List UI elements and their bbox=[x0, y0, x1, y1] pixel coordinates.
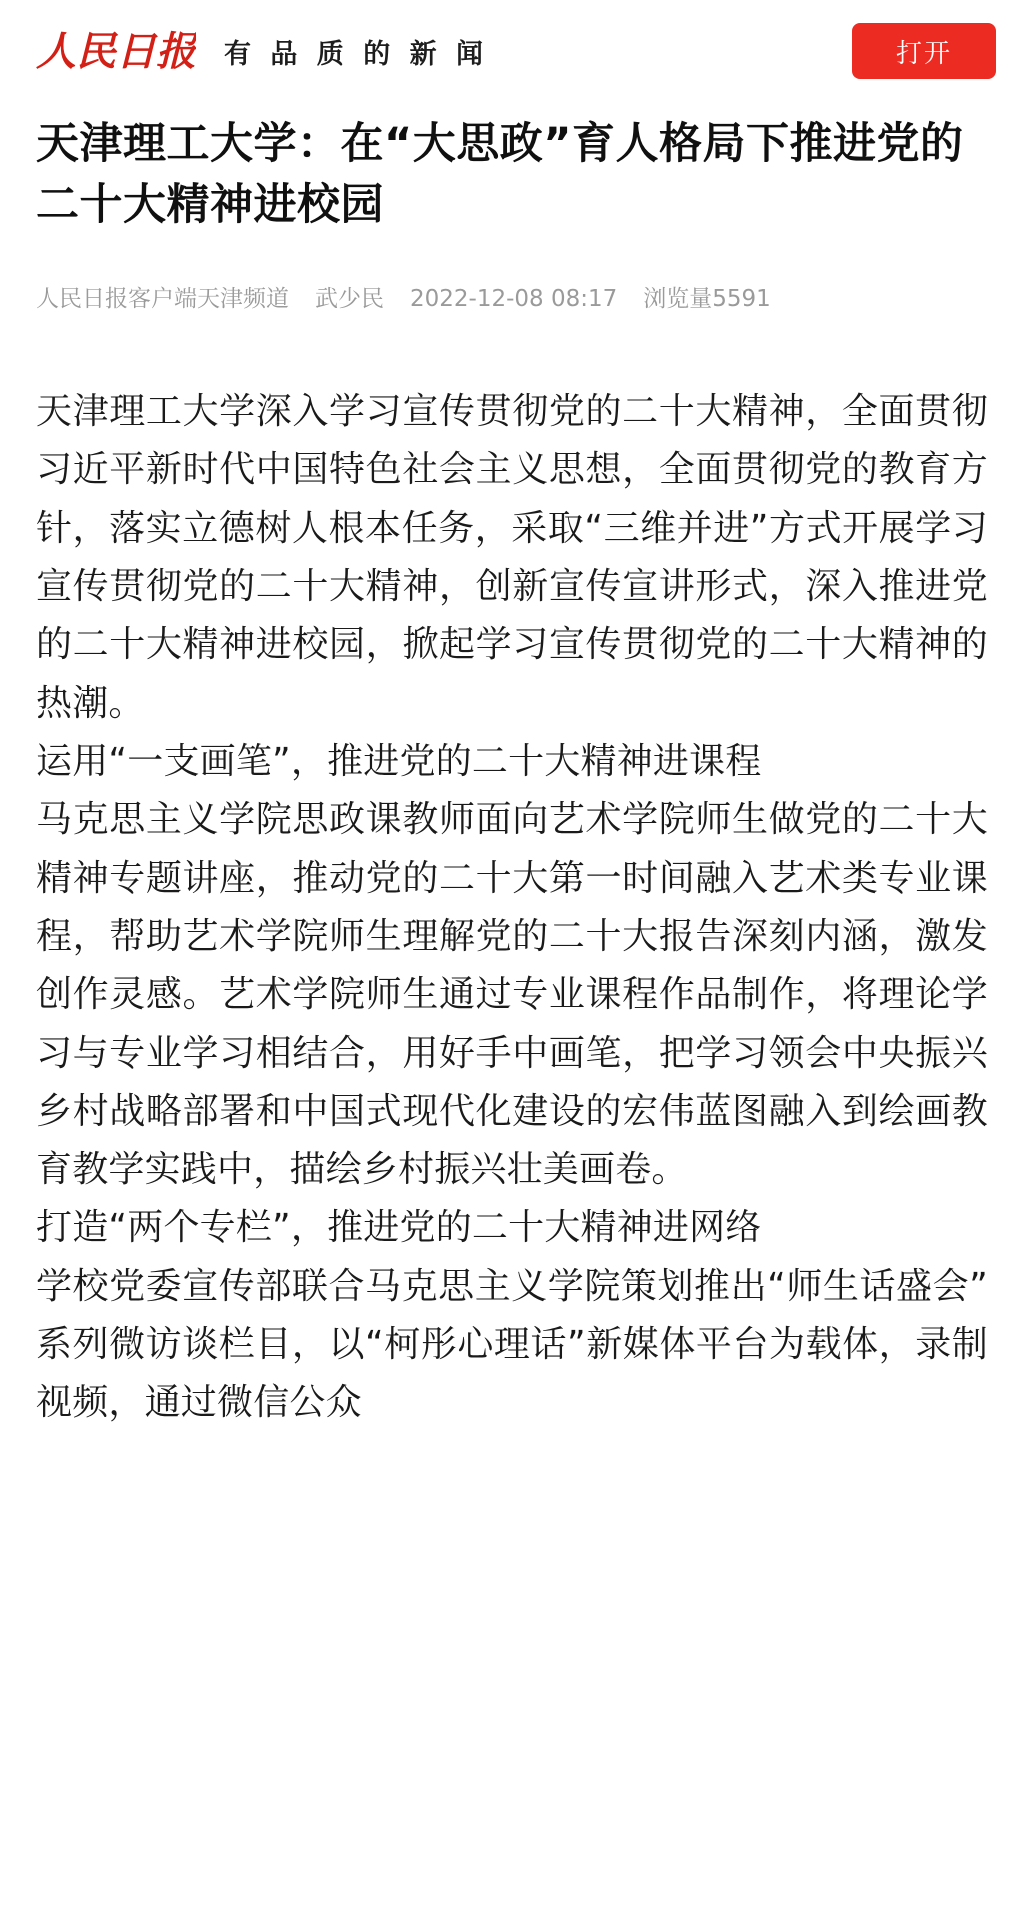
article-paragraph: 打造“两个专栏”，推进党的二十大精神进网络 bbox=[36, 1207, 762, 1249]
meta-author: 武少民 bbox=[315, 286, 384, 313]
peoples-daily-logo[interactable] bbox=[36, 25, 196, 77]
meta-date: 2022-12-08 08:17 bbox=[410, 286, 618, 313]
open-app-button[interactable]: 打开 bbox=[852, 23, 996, 79]
article-paragraph: 马克思主义学院思政课教师面向艺术学院师生做党的二十大精神专题讲座，推动党的二十大第一时间融入艺术类专业课程，帮助艺术学院师生理解党的二十大报告深刻内涵，激发创作灵感。艺术学院师生通过专业课程作品制作，将理论学习与专业学习相结合，用好手中画笔，把学习领会中央振兴乡村战略部署和中国式现代化建设的宏伟蓝图融入到绘画教育教学实践中，描绘乡村振兴壮美画卷。 bbox=[36, 799, 988, 1191]
app-header bbox=[0, 0, 1024, 98]
article-container bbox=[0, 114, 1024, 1473]
article-body bbox=[36, 383, 988, 1473]
article-meta bbox=[36, 280, 988, 313]
article-paragraph: 天津理工大学深入学习宣传贯彻党的二十大精神，全面贯彻习近平新时代中国特色社会主义思想，全面贯彻党的教育方针，落实立德树人根本任务，采取“三维并进”方式开展学习宣传贯彻党的二十大精神，创新宣传宣讲形式，深入推进党的二十大精神进校园，掀起学习宣传贯彻党的二十大精神的热潮。 bbox=[36, 391, 988, 724]
article-title: 天津理工大学：在“大思政”育人格局下推进党的二十大精神进校园 bbox=[36, 119, 964, 231]
meta-source: 人民日报客户端天津频道 bbox=[36, 286, 289, 313]
svg-text:人民日报: 人民日报 bbox=[36, 28, 196, 75]
article-paragraph: 运用“一支画笔”，推进党的二十大精神进课程 bbox=[36, 740, 762, 782]
meta-view-count: 浏览量5591 bbox=[643, 286, 771, 313]
article-paragraph: 学校党委宣传部联合马克思主义学院策划推出“师生话盛会”系列微访谈栏目，以“柯彤心理话”新媒体平台为载体，录制视频，通过微信公众 bbox=[36, 1265, 988, 1424]
brand-slogan: 有 品 质 的 新 闻 bbox=[224, 38, 488, 70]
